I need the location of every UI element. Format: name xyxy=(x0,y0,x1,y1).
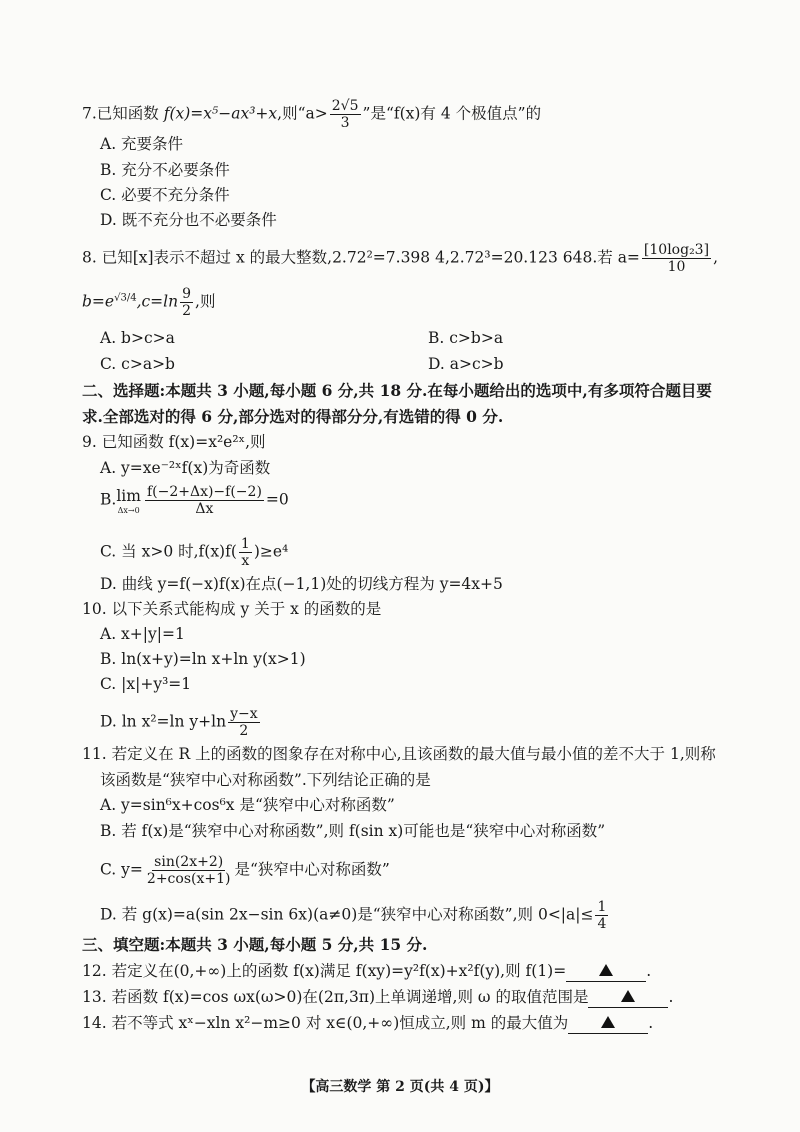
q11-option-b: B. 若 f(x)是“狭窄中心对称函数”,则 f(sin x)可能也是“狭窄中心对称函数” xyxy=(100,822,606,840)
q9-fraction: $\frac{1}{x}$ xyxy=(240,536,250,569)
triangle-icon xyxy=(599,964,613,976)
q10-option-a: A. x+|y|=1 xyxy=(100,625,185,643)
q11-fraction: $\frac{\sin(2x+2)}{2+\cos(x+1)}$ xyxy=(146,854,231,887)
q11-option-d: D. 若 g(x)=a(sin 2x−sin 6x)(a≠0)是“狭窄中心对称函数”,则 0<|a|≤ $\frac{1}{4}$ xyxy=(100,899,607,932)
q7-stem: 7.已知函数 f(x)=x⁵−ax³+x,则“a> $\frac{2√5}{3}$ ”是“f(x)有 4 个极值点”的 xyxy=(82,98,542,131)
q7-option-b: B. 充分不必要条件 xyxy=(100,161,230,179)
q11-stem-line2: 该函数是“狭窄中心对称函数”.下列结论正确的是 xyxy=(100,771,431,789)
q9-stem: 9. 已知函数 f(x)=x²e²ˣ,则 xyxy=(82,433,266,451)
triangle-icon xyxy=(621,990,635,1002)
section2-heading-line2: 求.全部选对的得 6 分,部分选对的得部分分,有选错的得 0 分. xyxy=(82,407,504,426)
q7-fraction: $\frac{2√5}{3}$ xyxy=(331,98,359,131)
q9-option-b: B. lim Δx→0 $\frac{f(-2+\Delta x)-f(-2)}{\Delta x}$ =0 xyxy=(100,484,289,517)
q10-option-c: C. |x|+y³=1 xyxy=(100,675,192,693)
triangle-icon xyxy=(601,1016,615,1028)
q9-option-a: A. y=xe⁻²ˣf(x)为奇函数 xyxy=(100,459,271,477)
q11-stem: 11. 若定义在 R 上的函数的图象存在对称中心,且该函数的最大值与最小值的差不大于 1,则称 xyxy=(82,745,716,763)
page-footer: 【高三数学 第 2 页(共 4 页)】 xyxy=(301,1079,499,1095)
q13-answer-blank[interactable] xyxy=(588,987,668,1008)
section2-heading: 二、选择题:本题共 3 小题,每小题 6 分,共 18 分.在每小题给出的选项中,有多项符合题目要 xyxy=(82,381,712,400)
q8-option-c: C. c>a>b xyxy=(100,355,175,373)
q8-fraction-c: $\frac{9}{2}$ xyxy=(182,286,192,319)
q8-option-d: D. a>c>b xyxy=(428,355,504,373)
q9-option-c: C. 当 x>0 时,f(x)f( $\frac{1}{x}$ )≥e⁴ xyxy=(100,536,289,569)
q12-answer-blank[interactable] xyxy=(566,961,646,982)
q11-fraction-d: $\frac{1}{4}$ xyxy=(597,899,607,932)
q8-fraction-a: $\frac{\text{[10log₂3]}}{10}$ xyxy=(643,242,710,275)
q10-fraction: $\frac{y-x}{2}$ xyxy=(230,706,258,739)
q9-difference-quotient: $\frac{f(-2+\Delta x)-f(-2)}{\Delta x}$ xyxy=(146,484,262,517)
q12-stem: 12. 若定义在(0,+∞)上的函数 f(x)满足 f(xy)=y²f(x)+x²f(y),则 f(1)= . xyxy=(82,962,652,980)
q9-option-d: D. 曲线 y=f(−x)f(x)在点(−1,1)处的切线方程为 y=4x+5 xyxy=(100,575,503,593)
q7-option-a: A. 充要条件 xyxy=(100,135,184,153)
q8-stem-line2: $b=e^{√3/4},c=\ln$ $\frac{9}{2}$ ,则 xyxy=(82,286,216,319)
section3-heading: 三、填空题:本题共 3 小题,每小题 5 分,共 15 分. xyxy=(82,935,428,954)
q8-stem: 8. 已知[x]表示不超过 x 的最大整数,2.72²=7.398 4,2.72³=20.123 648.若 a= $\frac{\text{[10log₂3]}}{10}$ , xyxy=(82,242,718,275)
q11-option-c: C. y= $\frac{\sin(2x+2)}{2+\cos(x+1)}$ 是“狭窄中心对称函数” xyxy=(100,854,390,887)
q8-option-b: B. c>b>a xyxy=(428,329,504,347)
q10-option-b: B. ln(x+y)=ln x+ln y(x>1) xyxy=(100,650,306,668)
q7-option-c: C. 必要不充分条件 xyxy=(100,186,230,204)
q10-option-d: D. ln x²=ln y+ln $\frac{y-x}{2}$ xyxy=(100,706,258,739)
q14-answer-blank[interactable] xyxy=(568,1013,648,1034)
q13-stem: 13. 若函数 f(x)=cos ωx(ω>0)在(2π,3π)上单调递增,则 ω 的取值范围是 . xyxy=(82,988,674,1006)
q11-option-a: A. y=sin⁶x+cos⁶x 是“狭窄中心对称函数” xyxy=(100,796,395,814)
q10-stem: 10. 以下关系式能构成 y 关于 x 的函数的是 xyxy=(82,600,382,618)
q14-stem: 14. 若不等式 xˣ−xln x²−m≥0 对 x∈(0,+∞)恒成立,则 m 的最大值为 . xyxy=(82,1014,654,1032)
q7-option-d: D. 既不充分也不必要条件 xyxy=(100,211,277,229)
q8-option-a: A. b>c>a xyxy=(100,329,175,347)
limit-symbol: lim Δx→0 xyxy=(116,487,141,515)
